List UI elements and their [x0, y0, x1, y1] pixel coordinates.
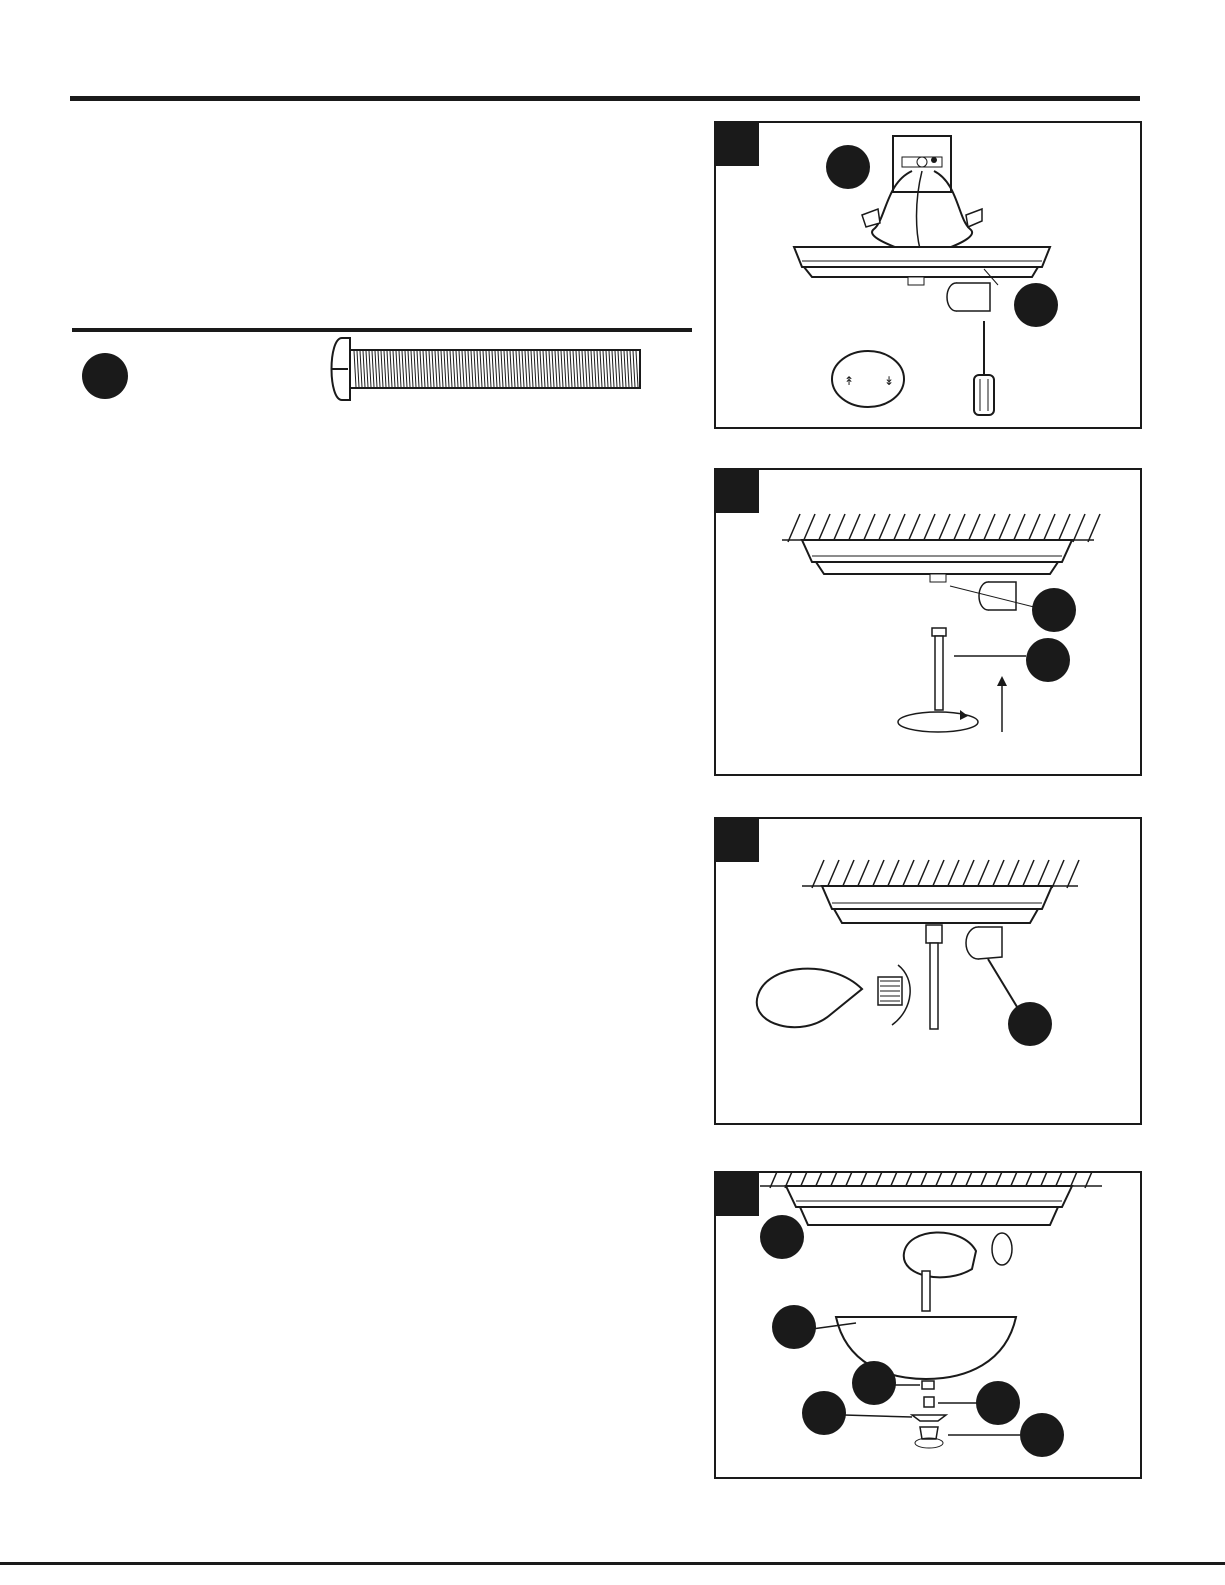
callout-dot	[1008, 1002, 1052, 1046]
callout-dot	[760, 1215, 804, 1259]
fixture-base	[822, 886, 1052, 909]
svg-text:↡: ↡	[884, 374, 895, 388]
step-4-panel	[714, 1171, 1142, 1479]
callout-dot	[802, 1391, 846, 1435]
callout-dot	[1032, 588, 1076, 632]
bottom-rule	[0, 1562, 1225, 1565]
callout-dot	[772, 1305, 816, 1349]
step-2-diagram	[716, 470, 1140, 774]
callout-dot	[1014, 283, 1058, 327]
light-bulb	[757, 969, 862, 1028]
callout-dot	[852, 1361, 896, 1405]
fixture-base	[786, 1186, 1072, 1207]
top-rule	[70, 96, 1140, 101]
light-bulb	[904, 1232, 976, 1277]
socket	[992, 1233, 1012, 1265]
hardware-section-rule	[72, 328, 692, 332]
wire-nut	[966, 209, 982, 227]
svg-text:↟: ↟	[844, 374, 855, 388]
step-1-diagram	[716, 123, 1140, 427]
step-3-diagram	[716, 819, 1140, 1123]
threaded-rod	[930, 943, 938, 1029]
threaded-rod-illustration	[326, 334, 646, 404]
step-3-panel	[714, 817, 1142, 1125]
fixture-base	[794, 247, 1050, 267]
threaded-rod	[935, 636, 943, 710]
wire-nut	[862, 209, 880, 227]
callout-dot	[1026, 638, 1070, 682]
hardware-part-bullet	[82, 353, 128, 399]
step-2-panel	[714, 468, 1142, 776]
threaded-rod	[922, 1271, 930, 1311]
callout-dot	[1020, 1413, 1064, 1457]
callout-dot	[826, 145, 870, 189]
fixture-base	[802, 540, 1072, 562]
step-1-panel	[714, 121, 1142, 429]
rod-nut	[932, 628, 946, 636]
callout-dot	[976, 1381, 1020, 1425]
step-4-diagram	[716, 1173, 1140, 1477]
